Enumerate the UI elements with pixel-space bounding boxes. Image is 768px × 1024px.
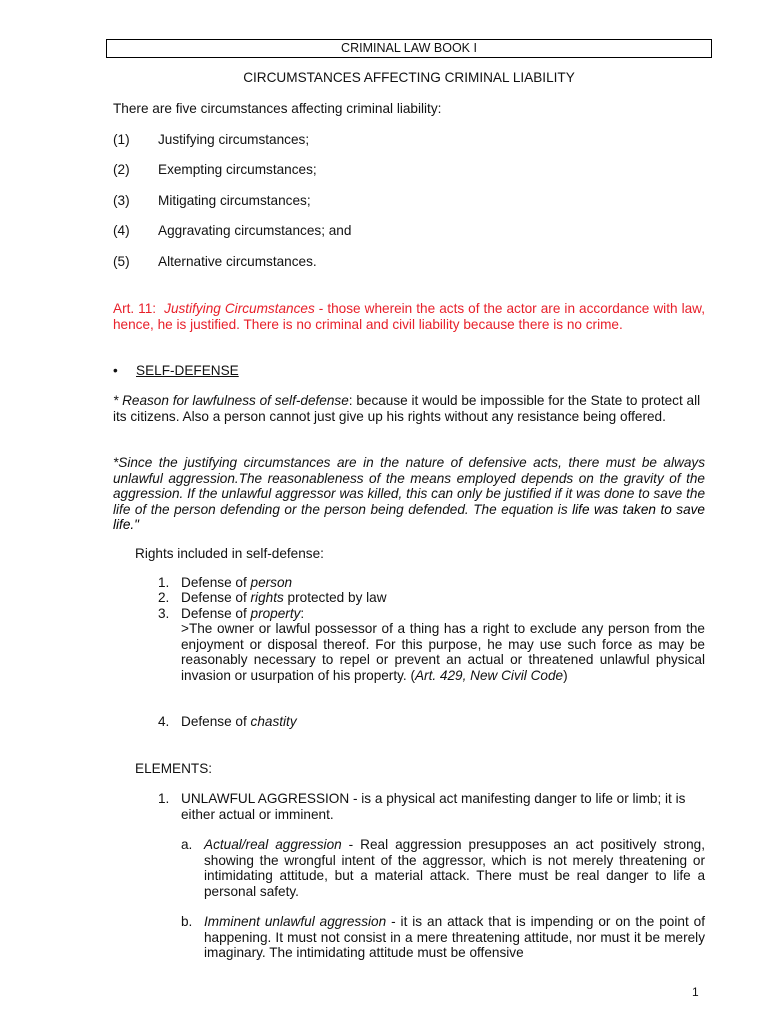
property-close: ) (563, 667, 568, 683)
self-defense-heading: SELF-DEFENSE (136, 363, 239, 378)
list-item-number: (2) (113, 162, 130, 177)
rights-item-prefix: Defense of (181, 606, 251, 621)
list-item (113, 223, 351, 239)
art11-label: Art. 11: (113, 301, 157, 316)
bullet-icon: • (113, 363, 118, 378)
rights-item-emphasis: rights (250, 590, 284, 605)
list-item-text: Aggravating circumstances; and (158, 223, 352, 238)
self-defense-bullet (113, 363, 239, 379)
sub-item-text: - Real aggression presupposes an act positively strong, showing the wrongful intent of the aggressor, which is not merely threatening or intimidating attitude, but a material attack. There must be real danger to life a personal safety. (204, 837, 705, 899)
sub-item-letter: b. (181, 914, 193, 929)
rights-item-suffix: protected by law (283, 590, 387, 605)
element-item-number: 1. (158, 791, 170, 806)
rights-item-number: 1. (158, 575, 170, 590)
list-item-number: (5) (113, 254, 130, 269)
rights-item-prefix: Defense of (181, 714, 251, 729)
since-italic: *Since the justifying circumstances are in the nature of defensive acts, there must be always unlawful aggression.The reasonableness of the means employed depends on the gravity of the aggression. If the unlawful aggressor was killed, this can only be justified if it was done to save the life of the person defending or the person being defended. The equation is (113, 455, 705, 517)
rights-item-number: 4. (158, 714, 170, 729)
section-title: CIRCUMSTANCES AFFECTING CRIMINAL LIABILITY (243, 70, 575, 85)
intro-text: There are five circumstances affecting criminal liability: (113, 101, 442, 116)
list-item (113, 254, 317, 270)
rights-item-emphasis: person (250, 575, 293, 590)
sub-item (181, 837, 705, 899)
rights-item-prefix: Defense of (181, 575, 251, 590)
sub-item-title: Actual/real aggression (204, 837, 342, 852)
rights-item-number: 3. (158, 606, 170, 621)
rights-item-emphasis: property (250, 606, 301, 621)
list-item-number: (4) (113, 223, 130, 238)
page-number: 1 (692, 985, 699, 999)
list-item (113, 132, 309, 148)
rights-item (158, 575, 292, 591)
list-item (113, 162, 317, 178)
art11-term: Justifying Circumstances (164, 301, 315, 316)
art11-text: - those wherein the acts of the actor are in accordance with law, hence, he is justified. There is no criminal and civil liability because there is no crime. (113, 301, 705, 332)
list-item-text: Justifying circumstances; (158, 132, 310, 147)
header-title: CRIMINAL LAW BOOK I (106, 39, 712, 58)
art11-paragraph (113, 301, 705, 332)
rights-item-number: 2. (158, 590, 170, 605)
list-item-text: Mitigating circumstances; (158, 193, 311, 208)
list-item-number: (1) (113, 132, 130, 147)
reason-text: : because it would be impossible for the State to protect all its citizens. Also a person cannot just give up his rights without any resistance being offered. (113, 393, 701, 424)
reason-italic: * Reason for lawfulness of self-defense (113, 393, 349, 408)
rights-item-suffix: : (300, 606, 305, 621)
property-paragraph (181, 621, 705, 683)
rights-item-emphasis: chastity (250, 714, 297, 729)
sub-item-title: Imminent unlawful aggression (204, 914, 387, 929)
list-item-text: Alternative circumstances. (158, 254, 317, 269)
list-item (113, 193, 311, 209)
list-item-text: Exempting circumstances; (158, 162, 317, 177)
element-item-title: UNLAWFUL AGGRESSION (181, 791, 350, 806)
element-item (158, 791, 705, 822)
list-item-number: (3) (113, 193, 130, 208)
sub-item-letter: a. (181, 837, 193, 852)
rights-heading: Rights included in self-defense: (135, 546, 324, 561)
rights-item-prefix: Defense of (181, 590, 251, 605)
property-text: >The owner or lawful possessor of a thing has a right to exclude any person from the enjoyment or disposal thereof. For this purpose, he may use such force as may be reasonably necessary to repel or prevent an actual or threatened unlawful physical invasion or usurpation of his property. ( (181, 621, 705, 683)
property-reference: Art. 429, New Civil Code (414, 667, 564, 683)
sub-item-text: - it is an attack that is impending or on the point of happening. It must not consist in a mere threatening attitude, nor must it be merely imaginary. The intimidating attitude must be offensive (204, 914, 705, 960)
rights-item (158, 606, 304, 622)
since-emphasis: life was taken to save life." (113, 501, 705, 532)
element-item-text: - is a physical act manifesting danger to life or limb; it is either actual or imminent. (181, 791, 686, 822)
rights-item (158, 590, 387, 606)
sub-item (181, 914, 705, 961)
rights-item (158, 714, 297, 730)
since-paragraph (113, 455, 705, 533)
reason-paragraph (113, 393, 705, 424)
elements-heading: ELEMENTS: (135, 761, 213, 776)
